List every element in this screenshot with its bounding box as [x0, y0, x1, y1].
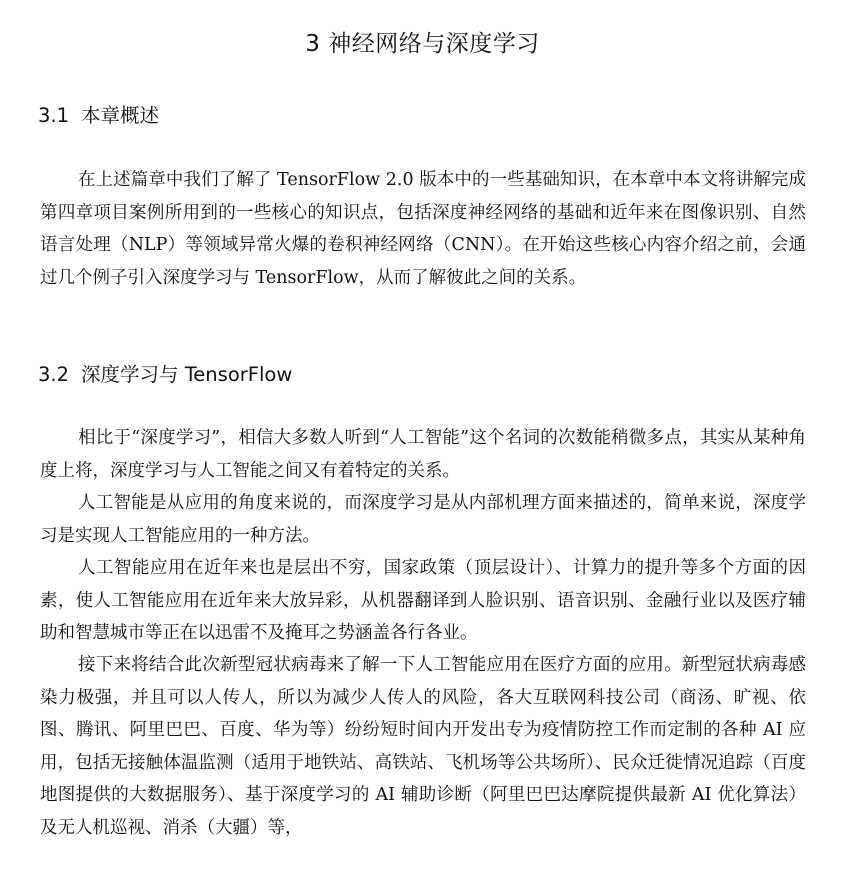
section-number: 3.2: [38, 363, 70, 386]
paragraph-medical-ai: 接下来将结合此次新型冠状病毒来了解一下人工智能应用在医疗方面的应用。新型冠状病毒感染力极强，并且可以人传人，所以为减少人传人的风险，各大互联网科技公司（商汤、旷视、依图、腾讯、阿里巴巴、百度、华为等）纷纷短时间内开发出专为疫情防控工作而定制的各种 AI 应用，包括无接触体温监测（适用于地铁站、高铁站、飞机场等公共场所）、民众迁徙情况追踪（百度地图提供的大数据服务）、基于深度学习的 AI 辅助诊断（阿里巴巴达摩院提供最新 AI 优化算法）及无人机巡视、消杀（大疆）等，: [40, 655, 806, 838]
chapter-title: 3 神经网络与深度学习: [305, 31, 540, 57]
section-title-text: 本章概述: [81, 104, 160, 127]
section-heading-3-1: [38, 102, 159, 130]
section-number: 3.1: [38, 104, 70, 127]
paragraph-overview: 在上述篇章中我们了解了 TensorFlow 2.0 版本中的一些基础知识，在本章中本文将讲解完成第四章项目案例所用到的一些核心的知识点，包括深度神经网络的基础和近年来在图像识别、自然语言处理（NLP）等领域异常火爆的卷积神经网络（CNN）。在开始这些核心内容介绍之前，会通过几个例子引入深度学习与 TensorFlow，从而了解彼此之间的关系。: [40, 170, 806, 288]
paragraph-ai-applications: 人工智能应用在近年来也是层出不穷，国家政策（顶层设计）、计算力的提升等多个方面的因素，使人工智能应用在近年来大放异彩，从机器翻译到人脸识别、语音识别、金融行业以及医疗辅助和智慧城市等正在以迅雷不及掩耳之势涵盖各行各业。: [40, 558, 806, 643]
paragraph-ai-definition: 人工智能是从应用的角度来说的，而深度学习是从内部机理方面来描述的，简单来说，深度学习是实现人工智能应用的一种方法。: [40, 493, 806, 546]
section-heading-3-2: [38, 361, 292, 389]
paragraph-dl-vs-ai: 相比于“深度学习”，相信大多数人听到“人工智能”这个名词的次数能稍微多点，其实从某种角度上将，深度学习与人工智能之间又有着特定的关系。: [40, 428, 806, 481]
section-title-text: 深度学习与 TensorFlow: [81, 363, 293, 386]
